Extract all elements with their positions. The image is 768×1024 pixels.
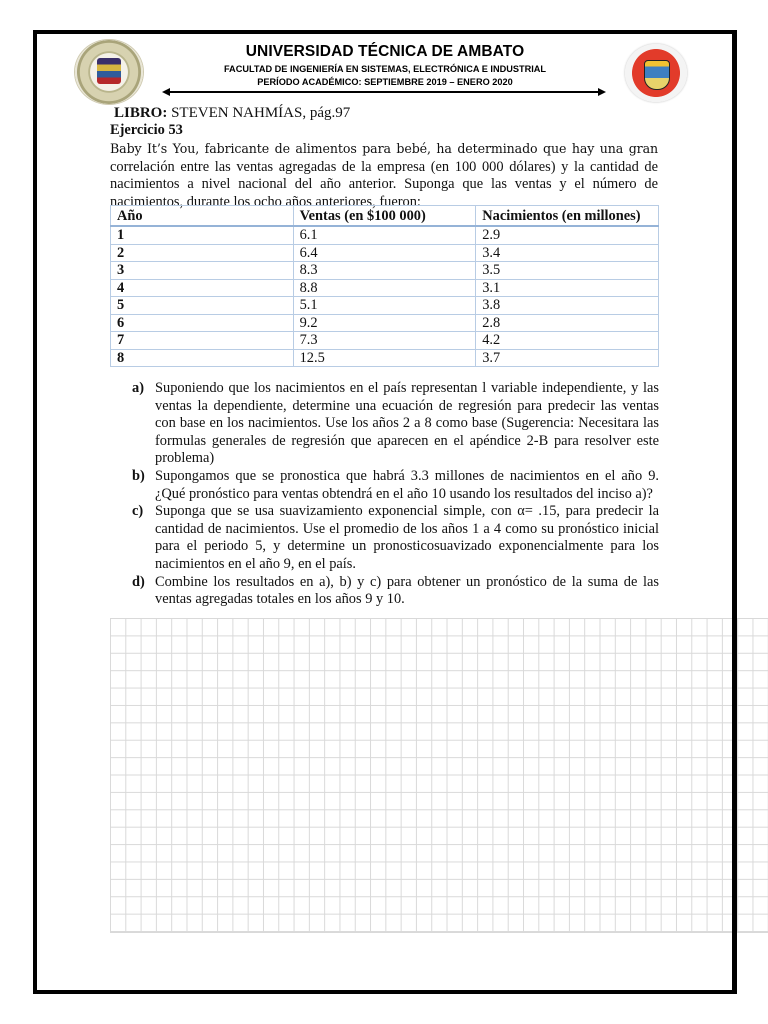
question-label: a) — [132, 380, 144, 396]
year-cell: 6 — [111, 314, 294, 332]
exercise-title: Ejercicio 53 — [110, 122, 183, 138]
book-reference — [114, 105, 662, 123]
arrow-right-icon — [598, 88, 606, 96]
sales-cell: 5.1 — [293, 297, 476, 315]
question-label: b) — [132, 467, 145, 484]
page-border-inner-right — [732, 30, 733, 994]
question-a — [132, 380, 659, 468]
table-row — [111, 314, 659, 332]
intro-rest: correlación entre las ventas agregadas de la empresa (en 100 000 dólares) y la cantidad de nacimientos a nivel nacional del año anterior. Suponga que las ventas y el número de nacimientos, durante los ocho años anteriores, fueron: — [110, 158, 658, 210]
table-row — [111, 349, 659, 367]
university-seal-icon — [75, 40, 143, 104]
sales-cell: 8.8 — [293, 279, 476, 297]
question-list — [132, 380, 659, 609]
year-cell: 3 — [111, 262, 294, 280]
births-cell: 4.2 — [476, 332, 659, 350]
question-label: d) — [132, 573, 145, 590]
sales-cell: 6.4 — [293, 244, 476, 262]
question-text: Suponga que se usa suavizamiento exponencial simple, con α= .15, para predecir la cantidad de nacimientos. Use el promedio de los años 1 a 4 como su pronóstico inicial para el periodo 5, y determine un pronosticosuavizado exponencialmente para los nacimientos en el año 9, en el país. — [155, 503, 659, 572]
exercise-intro — [110, 140, 658, 211]
question-d — [132, 574, 659, 609]
year-cell: 8 — [111, 349, 294, 367]
table-row — [111, 244, 659, 262]
table-row — [111, 262, 659, 280]
university-title: UNIVERSIDAD TÉCNICA DE AMBATO — [245, 43, 525, 60]
year-cell: 4 — [111, 279, 294, 297]
births-cell: 3.5 — [476, 262, 659, 280]
faculty-shield-icon — [625, 44, 687, 102]
column-header-year: Año — [111, 206, 294, 227]
year-cell: 5 — [111, 297, 294, 315]
year-cell: 7 — [111, 332, 294, 350]
book-value: STEVEN NAHMÍAS, pág.97 — [171, 105, 351, 121]
table-row — [111, 279, 659, 297]
births-cell: 3.4 — [476, 244, 659, 262]
academic-period: PERÍODO ACADÉMICO: SEPTIEMBRE 2019 – ENERO 2020 — [257, 77, 513, 87]
faculty-subtitle: FACULTAD DE INGENIERÍA EN SISTEMAS, ELECTRÓNICA E INDUSTRIAL — [223, 64, 547, 74]
question-label: c) — [132, 503, 144, 520]
sales-cell: 7.3 — [293, 332, 476, 350]
year-cell: 1 — [111, 226, 294, 244]
births-cell: 3.1 — [476, 279, 659, 297]
header-divider-arrow — [168, 91, 600, 93]
table-row — [111, 226, 659, 244]
book-label: LIBRO: — [114, 105, 168, 121]
sales-births-table — [110, 205, 659, 367]
question-text: Combine los resultados en a), b) y c) para obtener un pronóstico de la suma de las ventas agregadas totales en los años 9 y 10. — [155, 573, 659, 608]
sales-cell: 9.2 — [293, 314, 476, 332]
question-text: Supongamos que se pronostica que habrá 3.3 millones de nacimientos en el año 9. ¿Qué pronóstico para ventas obtendrá en el año 10 usando los resultados del inciso a)? — [155, 467, 659, 502]
table-header-row — [111, 206, 659, 227]
question-c — [132, 503, 659, 573]
sales-cell: 6.1 — [293, 226, 476, 244]
table-row — [111, 297, 659, 315]
question-text: Suponiendo que los nacimientos en el país representan l variable independiente, y las ventas la dependiente, determine una ecuación de regresión para predecir las ventas con base en los nacimientos. Use los años 2 a 8 como base (Sugerencia: Necesitara las formulas generales de regresión que aparecen en el apéndice 2-B para resolver este problema) — [155, 380, 659, 467]
shield-emblem-icon — [644, 60, 670, 90]
intro-company-line: Baby It’s You, fabricante de alimentos para bebé, ha determinado que hay una gran — [110, 141, 658, 156]
question-b — [132, 468, 659, 503]
table-row — [111, 332, 659, 350]
births-cell: 3.8 — [476, 297, 659, 315]
column-header-births: Nacimientos (en millones) — [476, 206, 659, 227]
year-cell: 2 — [111, 244, 294, 262]
births-cell: 2.9 — [476, 226, 659, 244]
sales-cell: 8.3 — [293, 262, 476, 280]
coat-of-arms-icon — [97, 58, 121, 84]
births-cell: 3.7 — [476, 349, 659, 367]
births-cell: 2.8 — [476, 314, 659, 332]
sales-cell: 12.5 — [293, 349, 476, 367]
column-header-sales: Ventas (en $100 000) — [293, 206, 476, 227]
